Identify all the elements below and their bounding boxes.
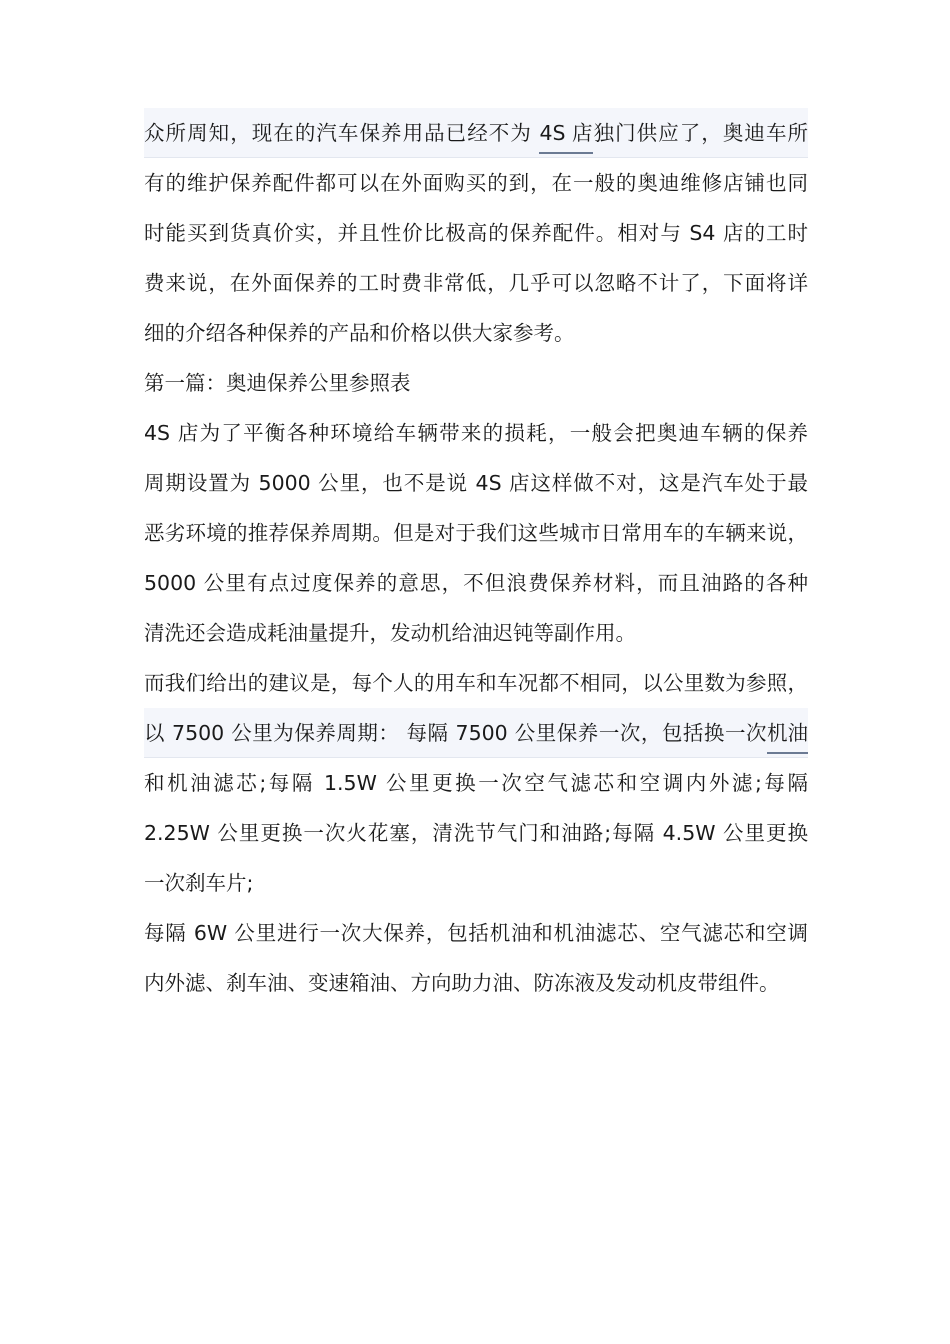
heading-text: 第一篇：奥迪保养公里参照表 [144, 371, 411, 395]
text-line: 每隔 6W 公里进行一次大保养，包括机油和机油滤芯、空气滤芯和空调 [144, 921, 808, 945]
section-heading [144, 358, 808, 408]
document-body [144, 108, 808, 1008]
text-line: 有的维护保养配件都可以在外面购买的到，在一般的奥迪维修店铺也同 [144, 171, 808, 195]
text-segment: 众所周知，现在的汽车保养用品已经不为 [144, 121, 540, 145]
text-line: 周期设置为 5000 公里，也不是说 4S 店这样做不对，这是汽车处于最 [144, 471, 808, 495]
text-line: 时能买到货真价实，并且性价比极高的保养配件。相对与 S4 店的工时 [144, 221, 808, 245]
text-segment: 独门供应了，奥迪车所 [592, 121, 809, 145]
text-line: 4S 店为了平衡各种环境给车辆带来的损耗，一般会把奥迪车辆的保养 [144, 421, 808, 445]
text-line: 而我们给出的建议是，每个人的用车和车况都不相同，以公里数为参照， [144, 671, 808, 695]
text-line [144, 708, 808, 758]
paragraph-major-service [144, 908, 808, 1008]
text-line: 清洗还会造成耗油量提升，发动机给油迟钝等副作用。 [144, 621, 636, 645]
marked-text: 4S 店 [539, 108, 592, 158]
text-line: 费来说，在外面保养的工时费非常低，几乎可以忽略不计了，下面将详 [144, 271, 808, 295]
text-line: 5000 公里有点过度保养的意思，不但浪费保养材料，而且油路的各种 [144, 571, 808, 595]
text-line: 2.25W 公里更换一次火花塞，清洗节气门和油路;每隔 4.5W 公里更换 [144, 821, 808, 845]
text-line: 细的介绍各种保养的产品和价格以供大家参考。 [144, 321, 575, 345]
text-line: 恶劣环境的推荐保养周期。但是对于我们这些城市日常用车的车辆来说， [144, 521, 808, 545]
text-line: 内外滤、刹车油、变速箱油、方向助力油、防冻液及发动机皮带组件。 [144, 971, 780, 995]
paragraph-4s-cycle [144, 408, 808, 658]
text-line: 和机油滤芯;每隔 1.5W 公里更换一次空气滤芯和空调内外滤;每隔 [144, 771, 808, 795]
text-line: 一次刹车片; [144, 871, 254, 895]
text-line [144, 108, 808, 158]
marked-text: 机油 [767, 708, 808, 758]
paragraph-suggestion [144, 658, 808, 908]
paragraph-intro [144, 108, 808, 358]
text-segment: 以 7500 公里为保养周期： 每隔 7500 公里保养一次，包括换一次 [144, 721, 767, 745]
